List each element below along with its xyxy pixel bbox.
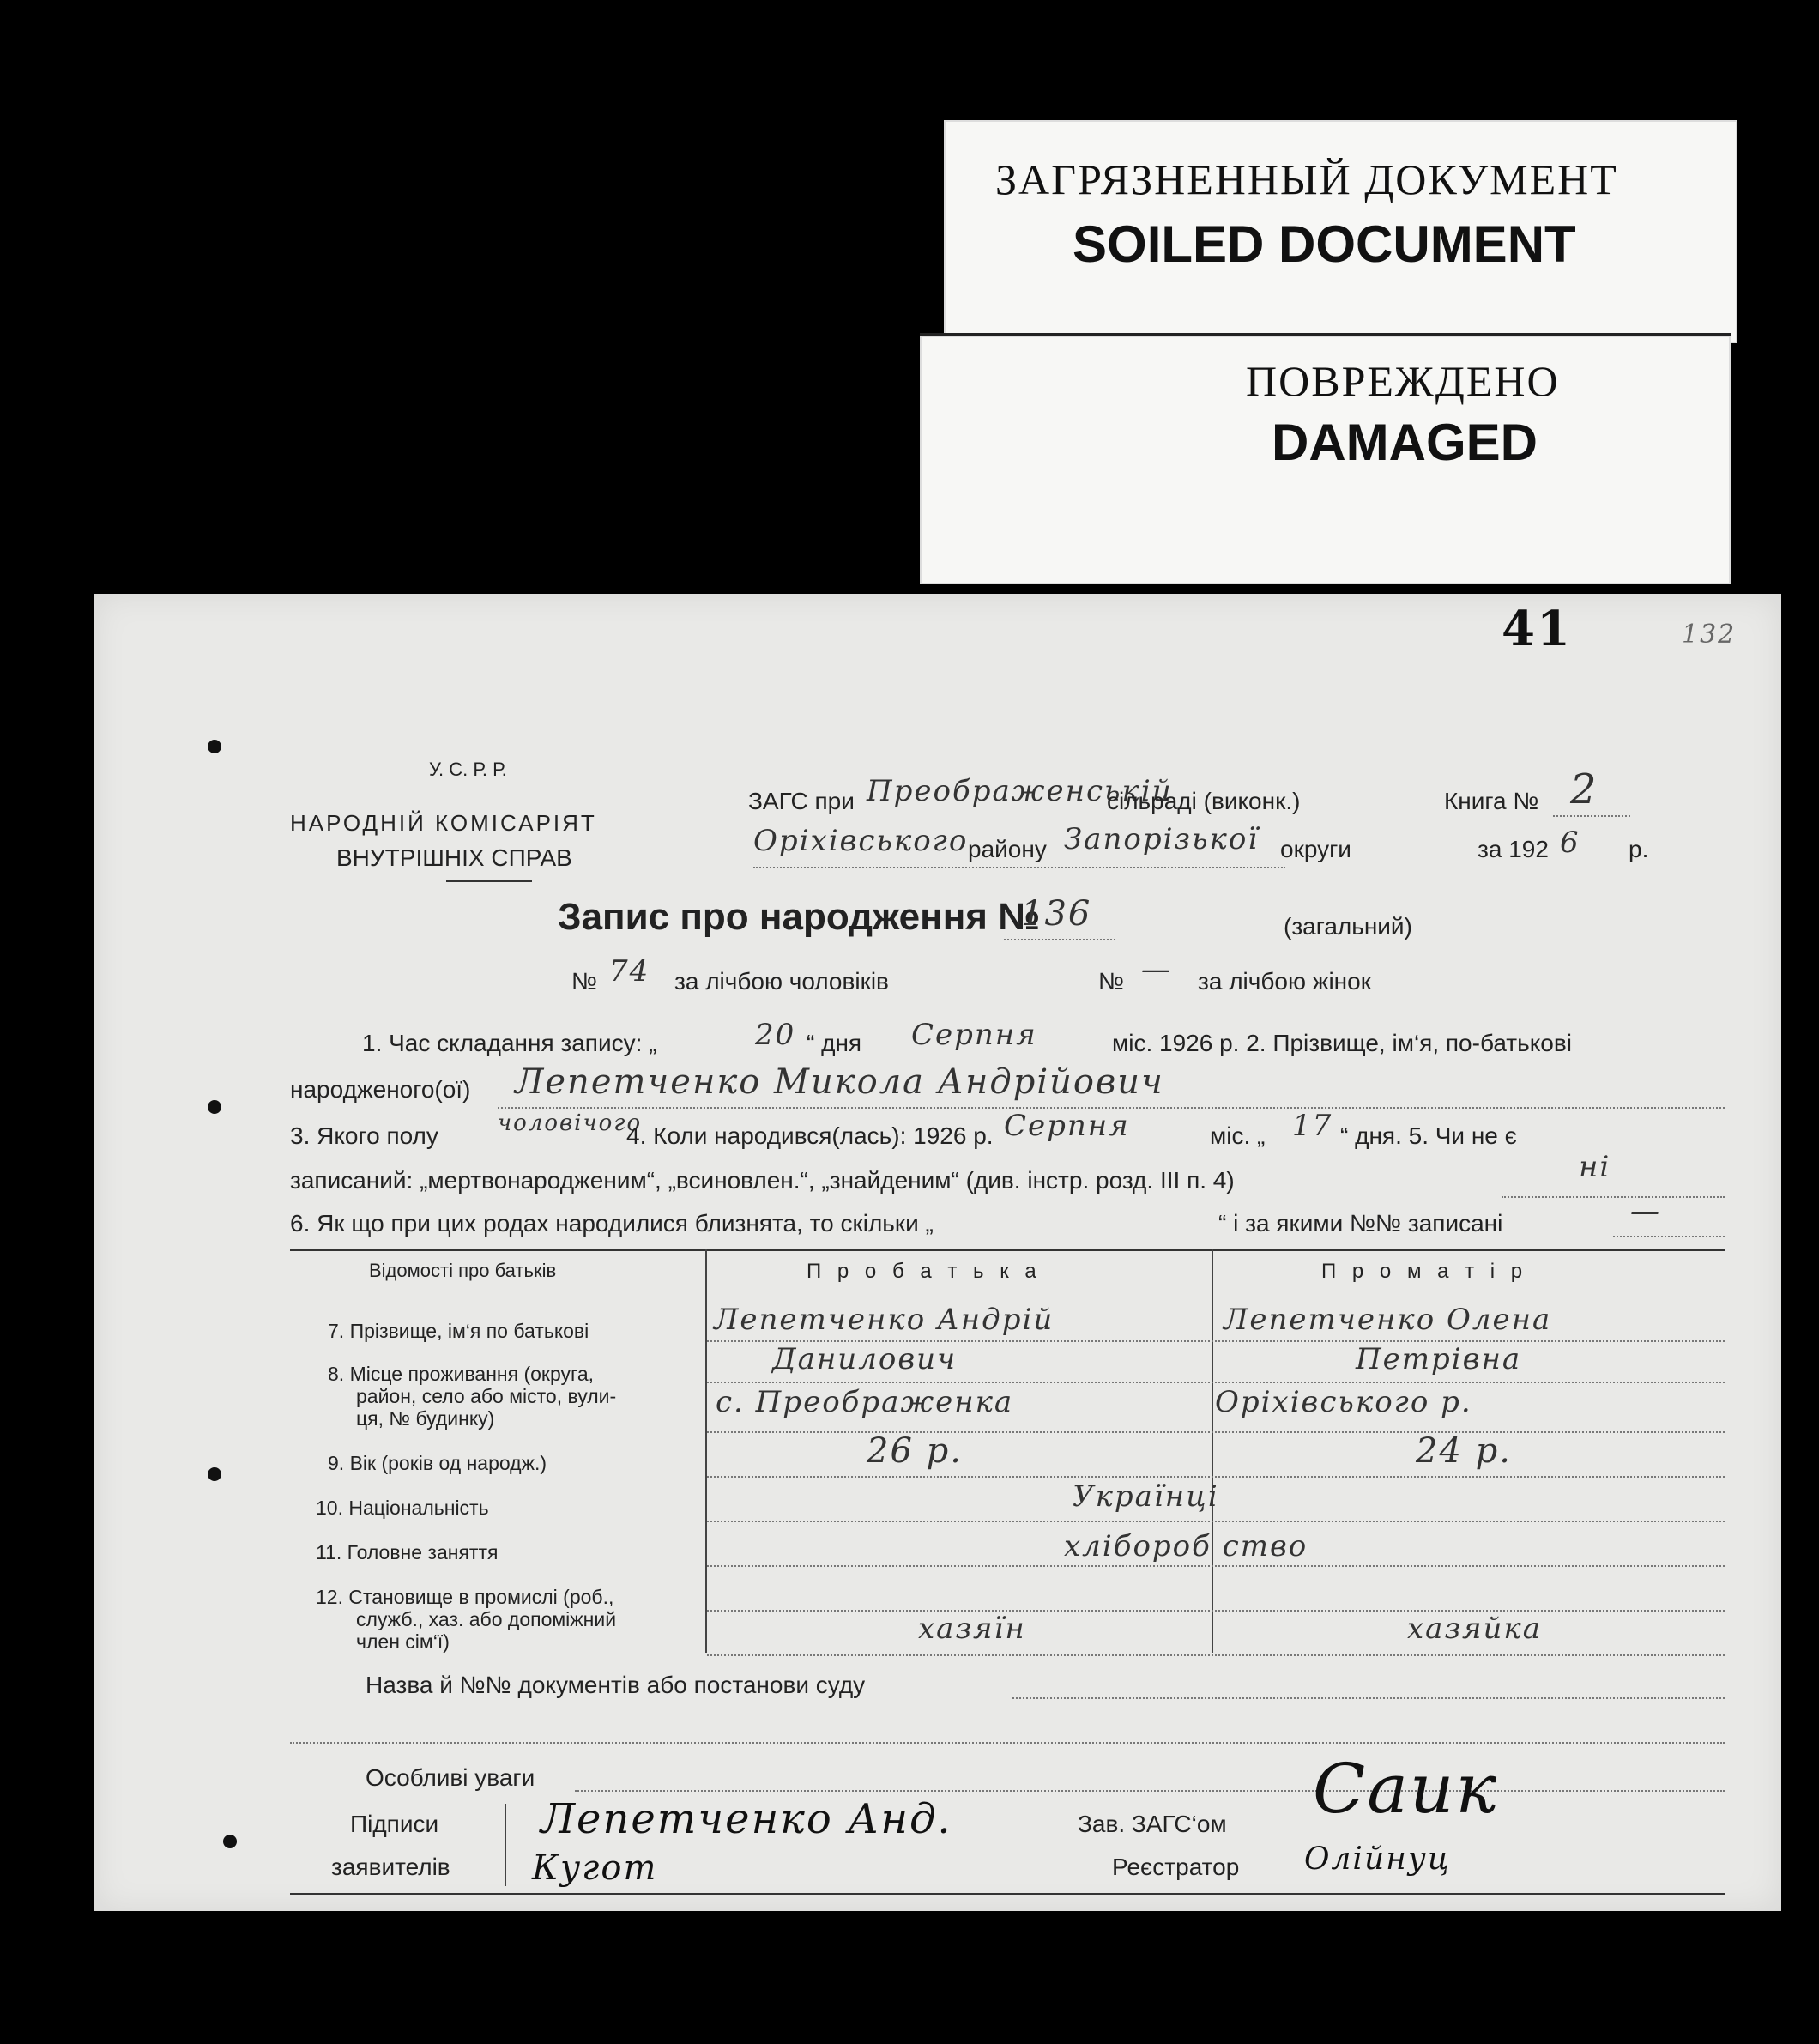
q1-label: 1. Час складання запису: „: [362, 1030, 657, 1056]
okrug-handwritten: Запорізької: [1064, 822, 1260, 856]
row-label-name: 7. Прізвище, ім‘я по батькові: [328, 1320, 589, 1342]
father-place-handwritten: с. Преображенка: [716, 1385, 1014, 1419]
male-count-label: за лічбою чоловіків: [674, 968, 889, 995]
row-line: [707, 1521, 1725, 1522]
registrar-label: Реєстратор: [1112, 1854, 1240, 1880]
father-patronymic-handwritten: Данилович: [772, 1342, 958, 1376]
q6-label: 6. Як що при цих родах народилися близнята, то скільки „: [290, 1210, 934, 1237]
row-label-status-1: 12. Становище в промислі (роб.,: [316, 1586, 614, 1608]
okrug-label: округи: [1280, 836, 1351, 862]
q3-sex-handwritten: чоловічого: [498, 1110, 643, 1136]
q4-end: “ дня. 5. Чи не є: [1340, 1122, 1517, 1149]
father-surname-handwritten: Лепетченко Андрій: [714, 1303, 1055, 1337]
q6-answer-handwritten: —: [1630, 1194, 1661, 1229]
row-line: [707, 1382, 1725, 1383]
male-number-label: №: [571, 968, 598, 995]
mother-surname-handwritten: Лепетченко Олена: [1224, 1303, 1552, 1337]
q1-month-handwritten: Серпня: [911, 1018, 1037, 1052]
row-label-residence-1: 8. Місце проживання (округа,: [328, 1363, 595, 1385]
q6-underline: [1613, 1236, 1725, 1237]
record-number-underline: [1004, 939, 1115, 940]
notes-label: Особливі уваги: [366, 1764, 535, 1791]
table-top-border: [290, 1249, 1725, 1251]
zags-suffix: сільраді (виконк.): [1107, 788, 1301, 814]
notes-line: [575, 1790, 1725, 1792]
head-signature: Саик: [1313, 1749, 1499, 1829]
mother-status-handwritten: хазяйка: [1407, 1612, 1542, 1646]
record-number-handwritten: 136: [1021, 894, 1092, 934]
row-label-residence-3: ця, № будинку): [356, 1407, 495, 1430]
registrar-signature: Олійнуц: [1304, 1841, 1451, 1877]
year-label: за 192: [1478, 836, 1549, 862]
male-number-handwritten: 74: [609, 954, 650, 989]
documents-label: Назва й №№ документів або постанови суду: [366, 1672, 866, 1698]
commissariat-line-2: ВНУТРІШНІХ СПРАВ: [336, 844, 572, 871]
signatures-label-2: заявителів: [331, 1854, 450, 1880]
q6-mid: “ і за якими №№ записані: [1218, 1210, 1503, 1237]
damaged-en-text: DAMAGED: [1272, 414, 1538, 471]
q1-mid: “ дня: [807, 1030, 862, 1056]
row-label-occupation: 11. Головне заняття: [316, 1541, 499, 1563]
row-line: [707, 1476, 1725, 1478]
documents-line-1: [1012, 1697, 1725, 1699]
q4-label: 4. Коли народився(лась): 1926 р.: [626, 1122, 994, 1149]
row-line: [707, 1654, 1725, 1656]
book-number-handwritten: 2: [1570, 765, 1598, 813]
year-digit-handwritten: 6: [1560, 825, 1580, 860]
q5-answer-handwritten: ні: [1579, 1150, 1611, 1184]
female-number-handwritten: —: [1141, 952, 1172, 987]
table-header-father: П р о б а т ь к а: [807, 1260, 1042, 1283]
header-divider: [446, 880, 532, 882]
female-number-label: №: [1098, 968, 1125, 995]
soiled-document-label: [944, 120, 1737, 343]
q4-mid: міс. „: [1210, 1122, 1266, 1149]
q5-underline: [1502, 1196, 1725, 1198]
damaged-ru-text: ПОВРЕЖДЕНО: [1246, 357, 1560, 405]
q2-name-handwritten: Лепетченко Микола Андрійович: [515, 1062, 1164, 1102]
table-col-divider-1: [705, 1249, 707, 1653]
commissariat-line-1: НАРОДНІЙ КОМІСАРІЯТ: [290, 810, 597, 836]
book-underline: [1553, 815, 1630, 817]
sheet-number: 132: [1682, 620, 1737, 650]
birth-record-sheet: [94, 594, 1781, 1911]
signatures-bracket: [505, 1804, 506, 1886]
q5-label: записаний: „мертвонародженим“, „всиновлен.“, „знайденим“ (див. інстр. розд. III п. 4): [290, 1167, 1235, 1194]
q1-day-handwritten: 20: [755, 1018, 796, 1052]
occupation-handwritten: хлібороб ство: [1064, 1529, 1308, 1563]
district-underline: [753, 867, 1285, 868]
father-age-handwritten: 26 р.: [867, 1431, 963, 1471]
row-line: [707, 1565, 1725, 1567]
year-suffix: р.: [1629, 836, 1649, 862]
binding-hole: [208, 1467, 221, 1481]
damaged-label: [920, 333, 1731, 584]
ussr-heading: У. С. Р. Р.: [429, 759, 507, 780]
signatures-label-1: Підписи: [350, 1811, 439, 1837]
q4-month-handwritten: Серпня: [1004, 1109, 1130, 1143]
q2-label: народженого(ої): [290, 1076, 471, 1103]
district-label: району: [968, 836, 1047, 862]
head-label: Зав. ЗАГС‘ом: [1078, 1811, 1227, 1837]
applicant-signature: Лепетченко Анд.: [541, 1795, 952, 1843]
binding-hole: [208, 740, 221, 753]
mother-patronymic-handwritten: Петрівна: [1356, 1342, 1522, 1376]
row-label-age: 9. Вік (років од народж.): [328, 1452, 547, 1474]
female-count-label: за лічбою жінок: [1198, 968, 1371, 995]
district-handwritten: Оріхівського: [753, 824, 969, 858]
table-header-info: Відомості про батьків: [369, 1260, 557, 1281]
row-line: [707, 1610, 1725, 1612]
nationality-handwritten: Українці: [1073, 1479, 1219, 1514]
soiled-ru-text: ЗАГРЯЗНЕННЫЙ ДОКУМЕНТ: [995, 155, 1618, 203]
bottom-border: [290, 1893, 1725, 1895]
book-label: Книга №: [1444, 788, 1539, 814]
zags-prefix: ЗАГС при: [748, 788, 855, 814]
binding-hole: [223, 1835, 237, 1848]
applicant-2-signature: Кугот: [532, 1848, 658, 1888]
q3-label: 3. Якого полу: [290, 1122, 438, 1149]
row-line: [707, 1431, 1725, 1433]
page-number: 41: [1502, 601, 1572, 657]
row-label-status-2: служб., хаз. або допоміжний: [356, 1608, 617, 1630]
record-title: Запис про народження №: [558, 896, 1041, 938]
documents-line-2: [290, 1742, 1725, 1744]
row-label-nationality: 10. Національність: [316, 1497, 489, 1519]
soiled-en-text: SOILED DOCUMENT: [1073, 215, 1576, 273]
mother-age-handwritten: 24 р.: [1416, 1431, 1512, 1471]
table-col-divider-2: [1212, 1249, 1213, 1653]
row-label-residence-2: район, село або місто, вули-: [356, 1385, 617, 1407]
q1-end: міс. 1926 р. 2. Прізвище, ім‘я, по-батькові: [1112, 1030, 1572, 1056]
row-label-status-3: член сім‘ї): [356, 1630, 450, 1653]
general-label: (загальний): [1284, 913, 1412, 940]
table-header-mother: П р о м а т і р: [1321, 1260, 1528, 1283]
father-status-handwritten: хазяїн: [918, 1612, 1026, 1646]
q4-day-handwritten: 17: [1292, 1109, 1333, 1143]
zags-village-handwritten: Преображенській: [867, 774, 1173, 808]
mother-place-handwritten: Оріхівського р.: [1215, 1385, 1472, 1419]
binding-hole: [208, 1100, 221, 1114]
